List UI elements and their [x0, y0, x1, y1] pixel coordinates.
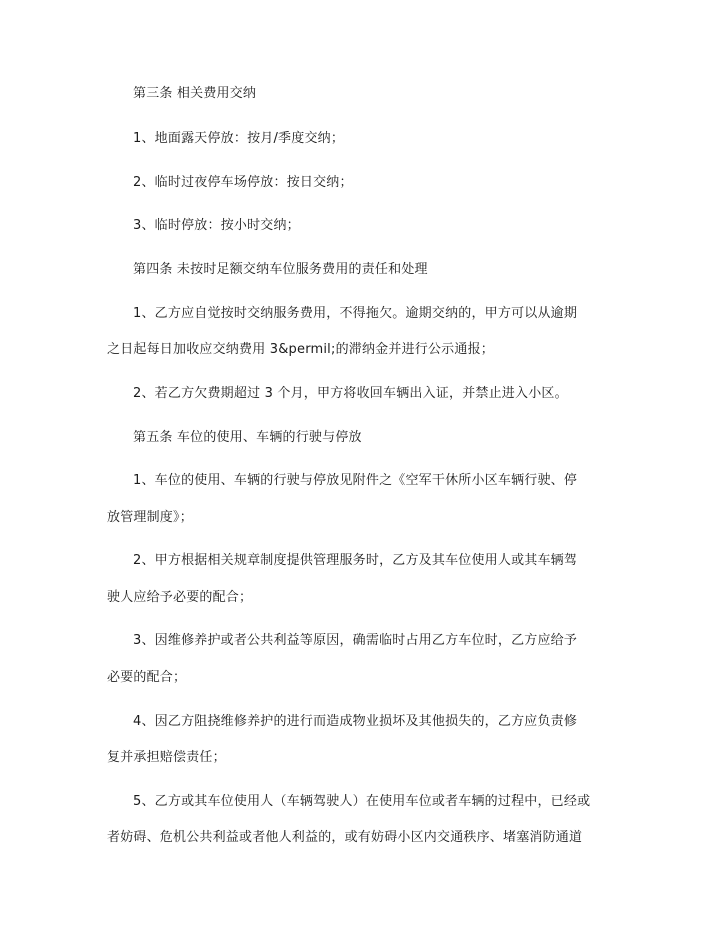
paragraph-line: 5、乙方或其车位使用人（车辆驾驶人）在使用车位或者车辆的过程中，已经或	[133, 794, 591, 809]
paragraph-line: 者妨碍、危机公共利益或者他人利益的，或有妨碍小区内交通秩序、堵塞消防通道	[107, 830, 583, 845]
paragraph-line: 2、若乙方欠费期超过 3 个月，甲方将收回车辆出入证，并禁止进入小区。	[133, 386, 568, 401]
section-4-heading: 第四条 未按时足额交纳车位服务费用的责任和处理	[133, 262, 428, 277]
paragraph-line: 之日起每日加收应交纳费用 3&permil;的滞纳金并进行公示通报；	[107, 342, 494, 357]
paragraph-line: 3、临时停放：按小时交纳；	[133, 218, 300, 233]
paragraph-line: 1、乙方应自觉按时交纳服务费用，不得拖欠。逾期交纳的，甲方可以从逾期	[133, 306, 578, 321]
section-5-heading: 第五条 车位的使用、车辆的行驶与停放	[133, 430, 362, 445]
paragraph-line: 复并承担赔偿责任；	[107, 750, 226, 765]
paragraph-line: 驶人应给予必要的配合；	[107, 590, 253, 605]
section-3-heading: 第三条 相关费用交纳	[133, 86, 257, 101]
paragraph-line: 3、因维修养护或者公共利益等原因，确需临时占用乙方车位时，乙方应给予	[133, 633, 578, 648]
paragraph-line: 放管理制度》；	[107, 510, 193, 525]
paragraph-line: 1、车位的使用、车辆的行驶与停放见附件之《空军干休所小区车辆行驶、停	[133, 473, 578, 488]
paragraph-line: 2、临时过夜停车场停放：按日交纳；	[133, 175, 353, 190]
paragraph-line: 2、甲方根据相关规章制度提供管理服务时，乙方及其车位使用人或其车辆驾	[133, 553, 578, 568]
paragraph-line: 必要的配合；	[107, 670, 187, 685]
paragraph-line: 4、因乙方阻挠维修养护的进行而造成物业损坏及其他损失的，乙方应负责修	[133, 714, 578, 729]
paragraph-line: 1、地面露天停放：按月/季度交纳；	[133, 131, 345, 146]
